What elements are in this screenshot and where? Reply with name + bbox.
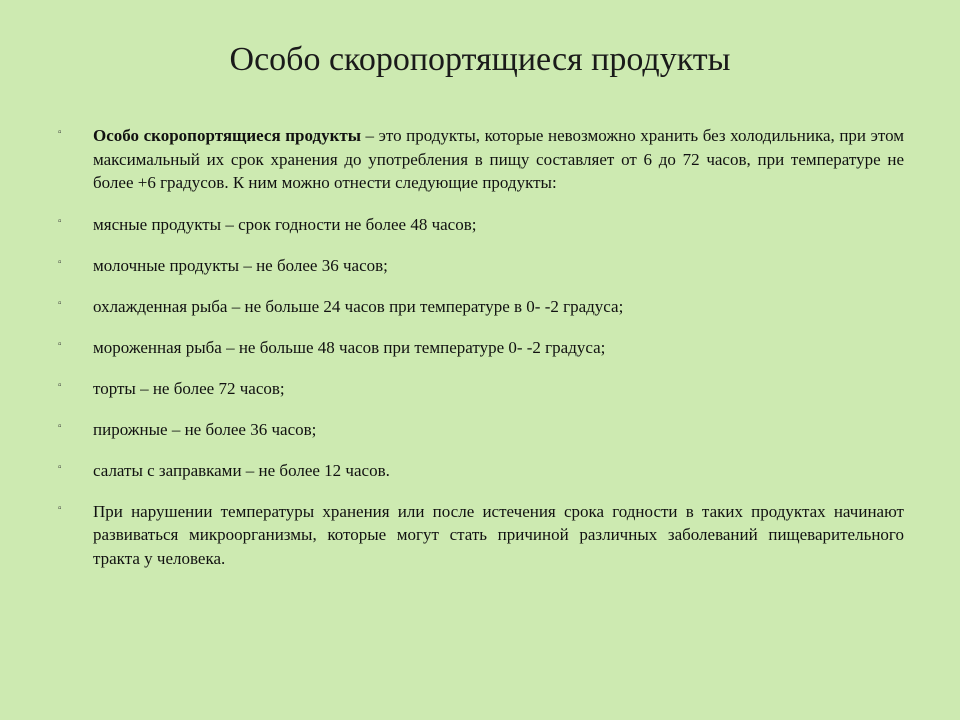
bullet-icon: ▫ [58, 502, 62, 514]
bullet-icon: ▫ [58, 215, 62, 227]
bullet-icon: ▫ [58, 420, 62, 432]
list-item-text: пирожные – не более 36 часов; [93, 419, 317, 439]
bullet-icon: ▫ [58, 379, 62, 391]
conclusion-paragraph [52, 500, 904, 571]
intro-bold-lead: Особо скоропортящиеся продукты [93, 126, 361, 145]
bullet-list [52, 124, 904, 588]
list-item-text: салаты с заправками – не более 12 часов. [93, 460, 390, 480]
conclusion-text: При нарушении температуры хранения или после истечения срока годности в таких продуктах начинают развиваться микроорганизмы, которые могут стать причиной различных заболеваний пищеварительного тракта у человека. [93, 501, 904, 568]
list-item-text: мясные продукты – срок годности не более 48 часов; [93, 214, 477, 234]
slide-title: Особо скоропортящиеся продукты [229, 41, 731, 78]
bullet-icon: ▫ [58, 461, 62, 473]
list-item-meat [52, 213, 904, 237]
bullet-icon: ▫ [58, 127, 62, 138]
list-item-dairy [52, 254, 904, 278]
list-item-salads [52, 459, 904, 483]
intro-paragraph [52, 124, 904, 195]
list-item-text: молочные продукты – не более 36 часов; [93, 255, 388, 275]
list-item-text: охлажденная рыба – не больше 24 часов при температуре в 0- -2 градуса; [93, 296, 624, 316]
bullet-icon: ▫ [58, 297, 62, 309]
list-item-frozen-fish [52, 336, 904, 360]
list-item-pastries [52, 418, 904, 442]
list-item-text: мороженная рыба – не больше 48 часов при температуре 0- -2 градуса; [93, 337, 606, 357]
bullet-icon: ▫ [58, 256, 62, 268]
list-item-chilled-fish [52, 295, 904, 319]
intro-text: – это продукты, которые невозможно хранить без холодильника, при этом максимальный их срок хранения до употребления в пищу составляет от 6 до 72 часов, при температуре не более +6 градусов. К ним можно отнести следующие продукты: [93, 126, 904, 192]
list-item-text: торты – не более 72 часов; [93, 378, 285, 398]
list-item-cakes [52, 377, 904, 401]
bullet-icon: ▫ [58, 338, 62, 350]
